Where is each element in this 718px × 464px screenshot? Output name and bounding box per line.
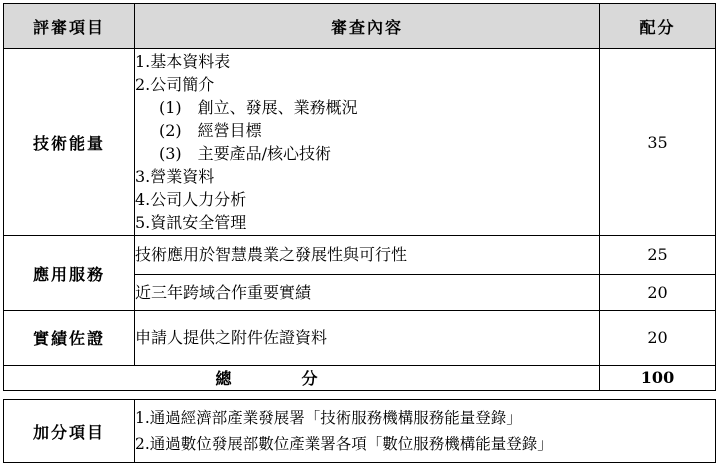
total-value: 100 [600, 365, 716, 390]
bonus-content [135, 400, 716, 463]
service-content-2: 近三年跨域合作重要實績 [135, 274, 600, 310]
table-row-tech [4, 49, 716, 236]
service-content-1: 技術應用於智慧農業之發展性與可行性 [135, 236, 600, 274]
table-row-service-1 [4, 236, 716, 274]
header-content: 審查內容 [135, 4, 600, 49]
category-proof: 實績佐證 [4, 311, 135, 366]
score-service-2: 20 [600, 274, 716, 310]
list-item: (1) 創立、發展、業務概況 [159, 98, 358, 118]
category-service: 應用服務 [4, 236, 135, 311]
score-service-1: 25 [600, 236, 716, 274]
table-row-proof [4, 311, 716, 366]
table-row-bonus [4, 400, 716, 463]
score-proof: 20 [600, 311, 716, 366]
total-label: 總分 [4, 365, 600, 390]
list-item: 5.資訊安全管理 [135, 213, 247, 233]
list-item: 1.基本資料表 [135, 52, 231, 72]
list-item: (2) 經營目標 [159, 121, 262, 141]
list-item: (3) 主要產品/核心技術 [159, 144, 332, 164]
list-item: 2.公司簡介 [135, 75, 215, 95]
list-item: 3.營業資料 [135, 167, 215, 187]
tech-content [135, 49, 600, 236]
header-score: 配分 [600, 4, 716, 49]
score-tech: 35 [600, 49, 716, 236]
spacer-cell [4, 391, 716, 400]
list-item: 4.公司人力分析 [135, 190, 247, 210]
category-bonus: 加分項目 [4, 400, 135, 463]
evaluation-table [3, 3, 716, 463]
proof-content: 申請人提供之附件佐證資料 [135, 311, 600, 366]
bonus-line: 1.通過經濟部產業發展署「技術服務機構服務能量登錄」 [135, 409, 522, 428]
table-header-row [4, 4, 716, 49]
header-category: 評審項目 [4, 4, 135, 49]
spacer-row [4, 391, 716, 400]
table-row-total [4, 365, 716, 390]
category-tech: 技術能量 [4, 49, 135, 236]
bonus-line: 2.通過數位發展部數位產業署各項「數位服務機構能量登錄」 [135, 435, 553, 454]
